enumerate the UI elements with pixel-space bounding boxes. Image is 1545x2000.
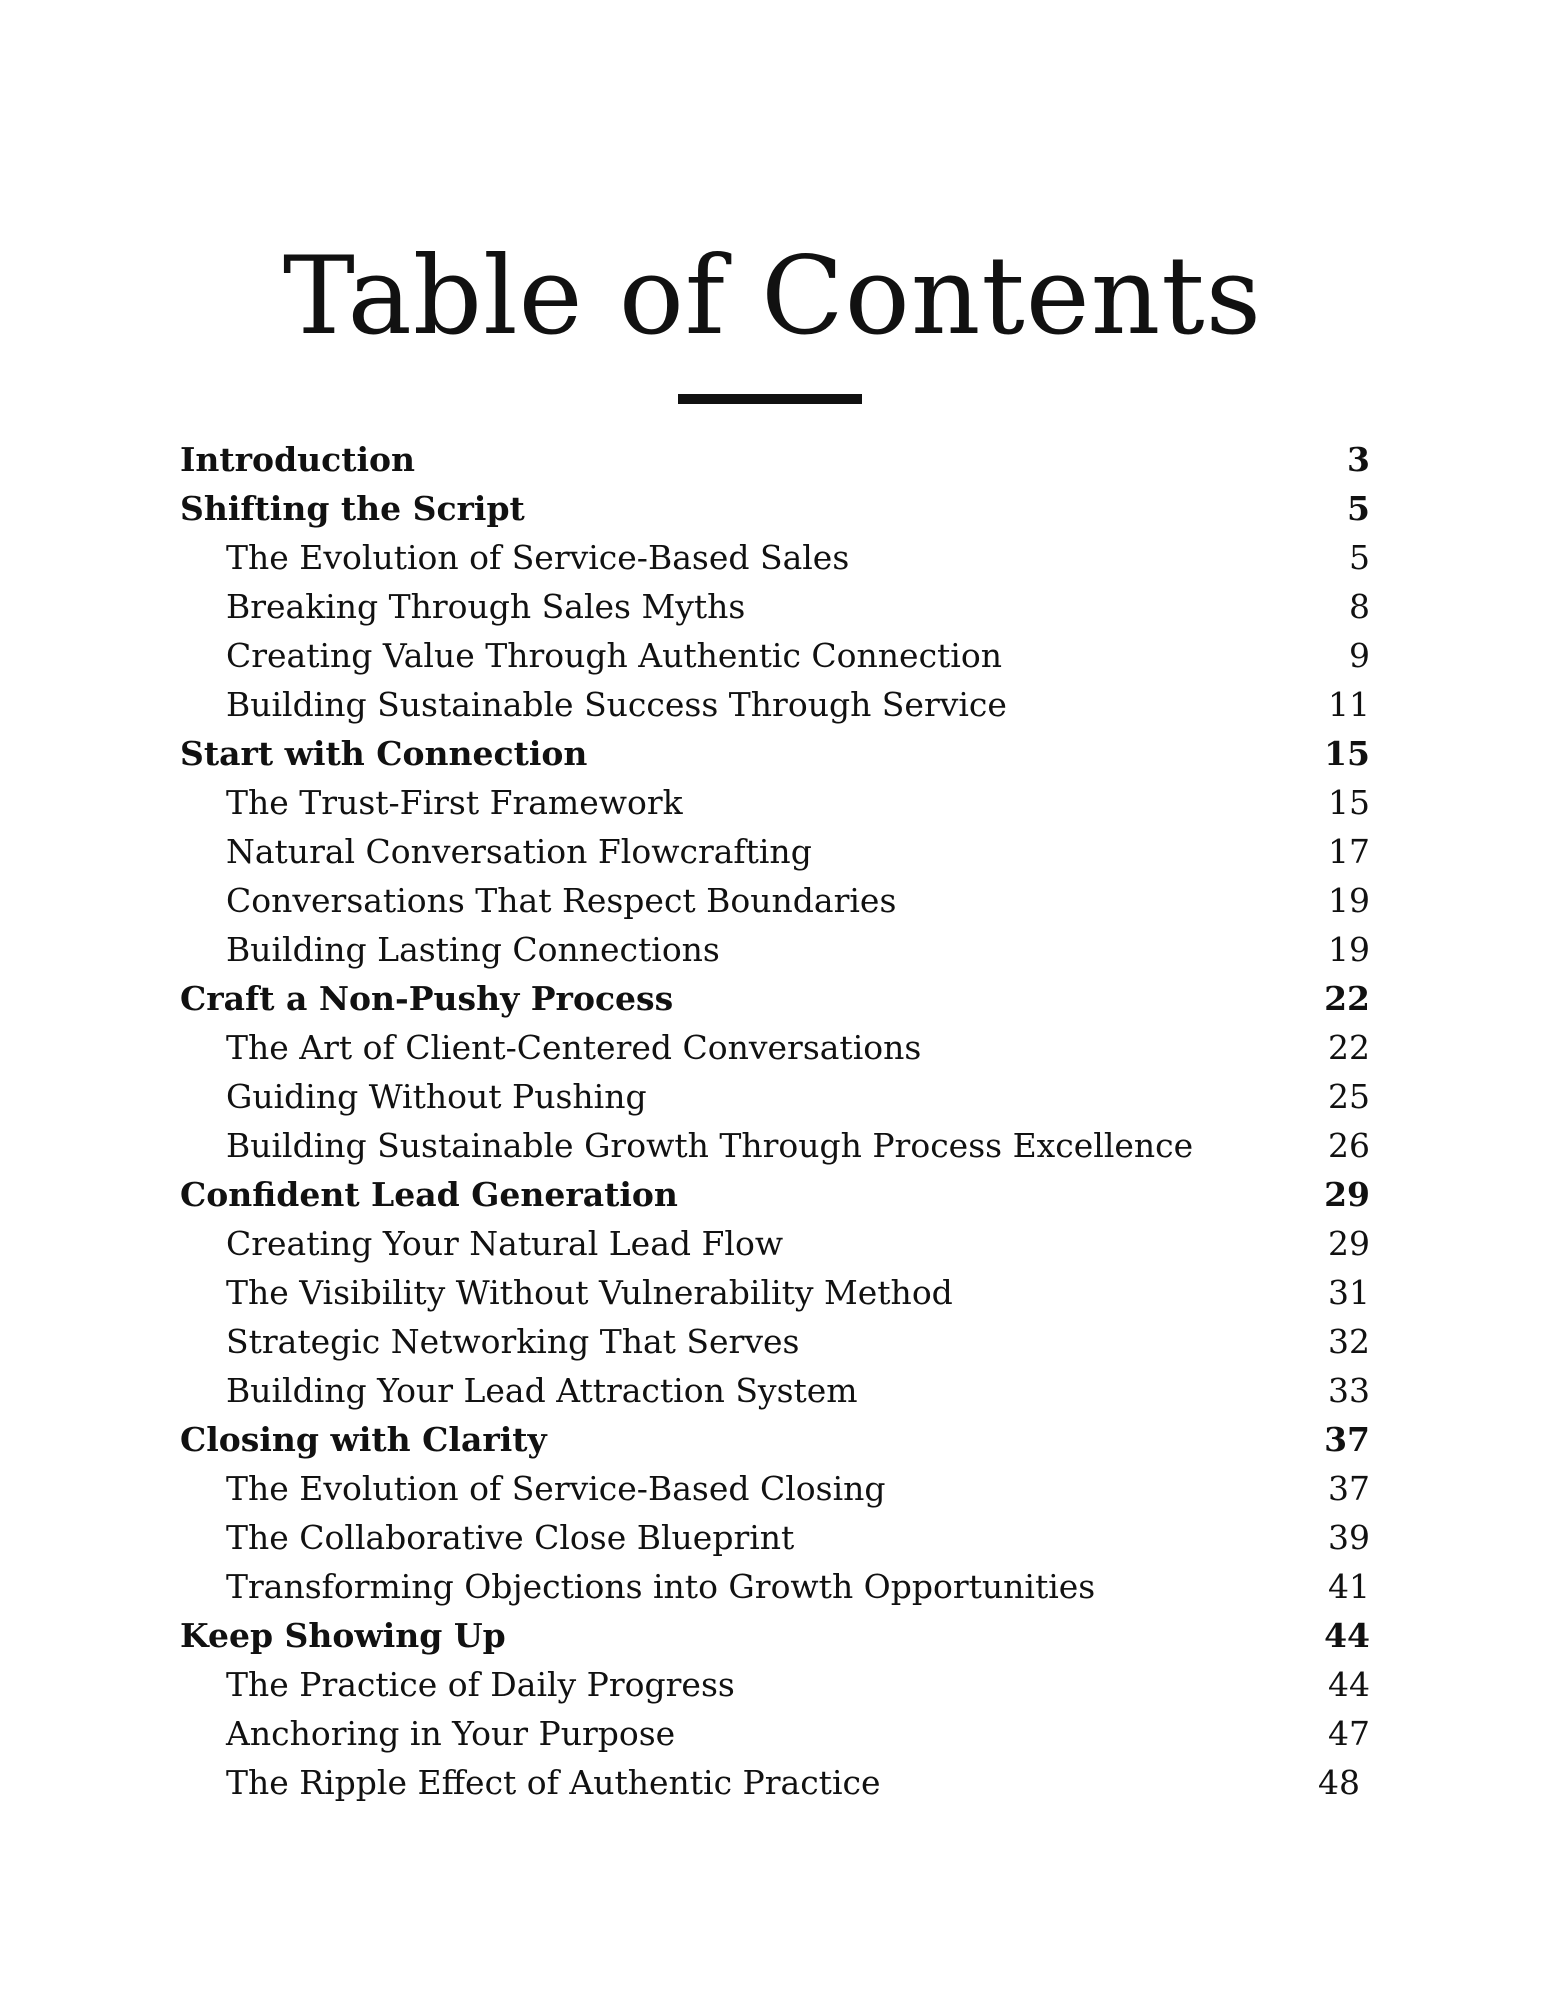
toc-entry-title: The Art of Client-Centered Conversations <box>226 1028 922 1067</box>
toc-section-entry[interactable] <box>180 582 1370 631</box>
toc-page-number: 5 <box>1349 538 1370 577</box>
toc-page-number: 39 <box>1328 1518 1370 1557</box>
toc-section-entry[interactable] <box>180 533 1370 582</box>
toc-chapter-entry[interactable] <box>180 974 1370 1023</box>
toc-entry-title: The Evolution of Service-Based Sales <box>226 538 850 577</box>
toc-chapter-entry[interactable] <box>180 484 1370 533</box>
toc-page-number: 15 <box>1328 783 1370 822</box>
toc-entry-title: Confident Lead Generation <box>180 1175 678 1214</box>
toc-chapter-entry[interactable] <box>180 729 1370 778</box>
toc-page-number: 32 <box>1328 1322 1370 1361</box>
toc-page-number: 3 <box>1347 440 1370 479</box>
toc-page-number: 15 <box>1324 734 1370 773</box>
toc-chapter-entry[interactable] <box>180 1611 1370 1660</box>
toc-section-entry[interactable] <box>180 827 1370 876</box>
toc-entry-title: The Practice of Daily Progress <box>226 1665 735 1704</box>
toc-page-number: 44 <box>1328 1665 1370 1704</box>
toc-entry-title: Keep Showing Up <box>180 1616 506 1655</box>
toc-entry-title: Creating Value Through Authentic Connection <box>226 636 1002 675</box>
table-of-contents <box>180 435 1370 1807</box>
toc-page-number: 22 <box>1324 979 1370 1018</box>
toc-entry-title: Anchoring in Your Purpose <box>226 1714 676 1753</box>
toc-page-number: 41 <box>1328 1567 1370 1606</box>
toc-page-number: 47 <box>1328 1714 1370 1753</box>
toc-section-entry[interactable] <box>180 1660 1370 1709</box>
toc-entry-title: The Collaborative Close Blueprint <box>226 1518 795 1557</box>
toc-entry-title: Start with Connection <box>180 734 588 773</box>
toc-chapter-entry[interactable] <box>180 435 1370 484</box>
toc-section-entry[interactable] <box>180 1268 1370 1317</box>
toc-entry-title: Conversations That Respect Boundaries <box>226 881 897 920</box>
toc-entry-title: Building Sustainable Success Through Service <box>226 685 1007 724</box>
toc-entry-title: Breaking Through Sales Myths <box>226 587 746 626</box>
toc-entry-title: Building Your Lead Attraction System <box>226 1371 858 1410</box>
toc-page-number: 22 <box>1328 1028 1370 1067</box>
toc-page-number: 8 <box>1349 587 1370 626</box>
toc-page-number: 29 <box>1324 1175 1370 1214</box>
toc-page-number: 37 <box>1324 1420 1370 1459</box>
toc-entry-title: Closing with Clarity <box>180 1420 547 1459</box>
toc-section-entry[interactable] <box>180 1758 1370 1807</box>
toc-page-number: 17 <box>1328 832 1370 871</box>
toc-section-entry[interactable] <box>180 1709 1370 1758</box>
toc-entry-title: Guiding Without Pushing <box>226 1077 647 1116</box>
toc-section-entry[interactable] <box>180 778 1370 827</box>
toc-page-number: 11 <box>1328 685 1370 724</box>
toc-entry-title: The Trust-First Framework <box>226 783 683 822</box>
toc-entry-title: Natural Conversation Flowcrafting <box>226 832 812 871</box>
toc-page-number: 25 <box>1328 1077 1370 1116</box>
toc-section-entry[interactable] <box>180 680 1370 729</box>
toc-page-number: 48 <box>1318 1763 1360 1802</box>
toc-page-number: 33 <box>1328 1371 1370 1410</box>
toc-section-entry[interactable] <box>180 1121 1370 1170</box>
toc-section-entry[interactable] <box>180 876 1370 925</box>
toc-entry-title: Shifting the Script <box>180 489 525 528</box>
toc-entry-title: The Evolution of Service-Based Closing <box>226 1469 886 1508</box>
toc-entry-title: The Ripple Effect of Authentic Practice <box>226 1763 881 1802</box>
toc-page-number: 19 <box>1328 881 1370 920</box>
toc-section-entry[interactable] <box>180 1072 1370 1121</box>
toc-entry-title: Strategic Networking That Serves <box>226 1322 800 1361</box>
toc-entry-title: Introduction <box>180 440 416 479</box>
toc-section-entry[interactable] <box>180 1513 1370 1562</box>
toc-section-entry[interactable] <box>180 1562 1370 1611</box>
toc-entry-title: Building Sustainable Growth Through Process Excellence <box>226 1126 1194 1165</box>
toc-section-entry[interactable] <box>180 1219 1370 1268</box>
toc-entry-title: The Visibility Without Vulnerability Method <box>226 1273 953 1312</box>
toc-section-entry[interactable] <box>180 1023 1370 1072</box>
toc-page-number: 44 <box>1324 1616 1370 1655</box>
toc-page-number: 9 <box>1349 636 1370 675</box>
page-title: Table of Contents <box>282 234 1263 360</box>
toc-page-number: 26 <box>1328 1126 1370 1165</box>
toc-chapter-entry[interactable] <box>180 1170 1370 1219</box>
toc-section-entry[interactable] <box>180 1317 1370 1366</box>
toc-section-entry[interactable] <box>180 1464 1370 1513</box>
toc-entry-title: Craft a Non-Pushy Process <box>180 979 674 1018</box>
toc-page-number: 37 <box>1328 1469 1370 1508</box>
title-divider <box>678 394 862 404</box>
toc-section-entry[interactable] <box>180 925 1370 974</box>
toc-page-number: 19 <box>1328 930 1370 969</box>
toc-entry-title: Creating Your Natural Lead Flow <box>226 1224 784 1263</box>
toc-page-number: 5 <box>1347 489 1370 528</box>
toc-chapter-entry[interactable] <box>180 1415 1370 1464</box>
toc-section-entry[interactable] <box>180 631 1370 680</box>
toc-page-number: 31 <box>1328 1273 1370 1312</box>
toc-page-number: 29 <box>1328 1224 1370 1263</box>
toc-entry-title: Transforming Objections into Growth Opportunities <box>226 1567 1096 1606</box>
toc-entry-title: Building Lasting Connections <box>226 930 720 969</box>
toc-section-entry[interactable] <box>180 1366 1370 1415</box>
